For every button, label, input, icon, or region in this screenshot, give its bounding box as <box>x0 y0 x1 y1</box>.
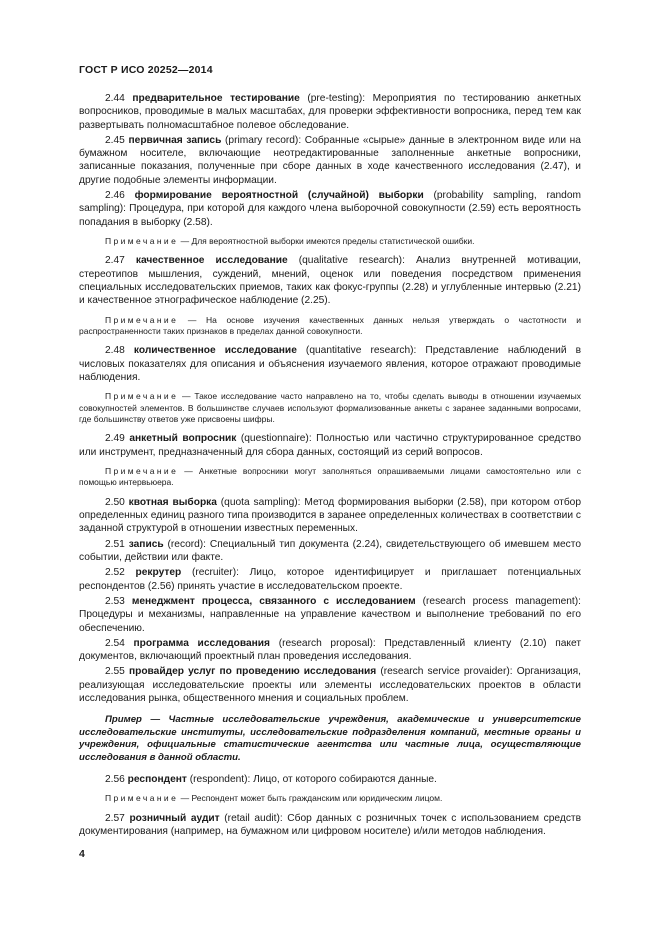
document-body <box>79 92 581 840</box>
note-label: Примечание <box>105 793 179 804</box>
term-entry <box>79 134 581 187</box>
term-number: 2.49 <box>105 433 125 445</box>
term-entry <box>79 538 581 565</box>
term-note <box>79 236 581 247</box>
term-definition: (recruiter): Лицо, которое идентифицирует и приглашает потенциальных респондентов (2.56) принять участие в исследовательском проекте. <box>79 567 581 592</box>
note-text: Такое исследование часто направлено на то, чтобы сделать выводы в отношении изучаемых совокупностей элементов. В большинстве случаев используют формализованные анкеты с заранее заданными вопросами, где большинству ответов уже присвоены шифры. <box>79 391 581 425</box>
term-entry <box>79 344 581 384</box>
term-number: 2.56 <box>105 773 125 785</box>
term-number: 2.46 <box>105 190 125 202</box>
note-text: Респондент может быть гражданским или юридическим лицом. <box>191 793 443 804</box>
term-entry <box>79 812 581 839</box>
note-label: Примечание <box>105 466 179 477</box>
term-entry <box>79 637 581 664</box>
term-number: 2.53 <box>105 595 125 607</box>
term-name: квотная выборка <box>128 496 217 508</box>
term-name: розничный аудит <box>129 812 220 824</box>
term-name: предварительное тестирование <box>132 93 300 104</box>
term-number: 2.55 <box>105 666 125 678</box>
term-note <box>79 391 581 425</box>
note-dash: — <box>184 466 193 477</box>
note-text: На основе изучения качественных данных нельзя утверждать о частотности и распространенности таких признаков в пределах данной совокупности. <box>79 314 581 336</box>
term-entry <box>79 595 581 635</box>
term-entry <box>79 92 581 132</box>
term-name: менеджмент процесса, связанного с исследованием <box>131 595 416 607</box>
term-name: программа исследования <box>133 637 271 649</box>
term-name: количественное исследование <box>133 345 297 357</box>
term-name: провайдер услуг по проведению исследования <box>128 666 377 678</box>
term-definition: (probability sampling, random sampling): Процедура, при которой для каждого члена выборочной совокупности (2.59) есть вероятность попадания в выборку (2.58). <box>79 190 581 228</box>
term-name: рекрутер <box>135 567 182 579</box>
note-label: Примечание <box>105 314 179 325</box>
term-definition: (research proposal): Представленный клиенту (2.10) пакет документов, включающий проектный план проведения исследования. <box>79 637 581 663</box>
term-name: качественное исследование <box>135 255 288 267</box>
note-text: Для вероятностной выборки имеются пределы статистической ошибки. <box>191 235 475 246</box>
term-example: Пример — Частные исследовательские учреждения, академические и университетские исследовательские институты, исследовательские подразделения компаний, местные органы и учреждения, официальные статистические агентства или частные лица, осуществляющие исследования в данной области. <box>79 714 581 763</box>
term-definition: (qualitative research): Анализ внутренней мотивации, стереотипов мышления, суждений, мнений, оценок или поведения посредством применения специальных исследовательских приемов, таких как фокус-группы (2.28) и углубленные интервью (2.21) и качественное этнографическое наблюдение (2.25). <box>79 255 581 307</box>
note-dash: — <box>180 793 190 804</box>
term-number: 2.48 <box>105 345 125 357</box>
term-number: 2.54 <box>105 637 125 649</box>
term-name: формирование вероятностной (случайной) выборки <box>134 190 424 202</box>
term-definition: (questionnaire): Полностью или частично структурированное средство или инструмент, предназначенный для сбора данных, состоящий из серий вопросов. <box>79 433 581 458</box>
term-entry <box>79 189 581 229</box>
term-definition: (retail audit): Сбор данных с розничных точек с использованием средств документирования (например, на бумажном или цифровом носителе) и/или методов наблюдения. <box>79 812 581 837</box>
term-definition: (respondent): Лицо, от которого собираются данные. <box>186 773 437 785</box>
term-definition: (quantitative research): Представление наблюдений в числовых показателях для описания и объяснения изучаемого явления, которое отражают проводимые наблюдения. <box>79 345 581 383</box>
term-number: 2.45 <box>105 134 125 146</box>
term-number: 2.50 <box>105 496 125 508</box>
term-name: запись <box>128 538 164 550</box>
term-entry <box>79 665 581 705</box>
note-label: Примечание <box>105 391 179 402</box>
term-definition: (research process management): Процедуры и механизмы, направленные на управление качеством и выполнение требований по его обеспечению. <box>79 595 581 634</box>
term-note <box>79 315 581 338</box>
term-definition: (primary record): Собранные «сырые» данные в электронном виде или на бумажном носителе, включающие неотредактированные заполненные анкетные вопросники, записанные показания, полученные при сборе данных в ходе качественного исследования (2.47), и другие подобные элементы информации. <box>79 134 581 186</box>
term-definition: (quota sampling): Метод формирования выборки (2.58), при котором отбор определенных единиц разного типа производится в заранее определенных количествах в соответствии с заданной структурой в отношении известных переменных. <box>79 496 581 535</box>
term-entry <box>79 566 581 593</box>
term-number: 2.51 <box>105 538 125 550</box>
page-number: 4 <box>79 848 85 860</box>
document-header: ГОСТ Р ИСО 20252—2014 <box>79 64 213 76</box>
term-definition: (pre-testing): Мероприятия по тестированию анкетных вопросников, проводимые в малых масштабах, для проверки эффективности вопросника, перед тем как развертывать полномасштабное полевое обследование. <box>79 93 581 131</box>
term-definition: (record): Специальный тип документа (2.24), свидетельствующего об имевшем место событии, действии или факте. <box>79 538 581 564</box>
term-number: 2.47 <box>105 255 125 267</box>
note-dash: — <box>180 235 190 246</box>
term-definition: (research service provaider): Организация, реализующая исследовательские проекты или элементы исследовательских проектов в области исследования рынка, общественного мнения и социальных проблем. <box>79 666 581 705</box>
note-dash: — <box>182 391 191 402</box>
term-note <box>79 793 581 804</box>
term-note <box>79 466 581 489</box>
term-name: респондент <box>127 773 187 785</box>
term-number: 2.52 <box>105 567 125 579</box>
term-entry <box>79 773 581 786</box>
term-name: первичная запись <box>128 134 222 146</box>
note-text: Анкетные вопросники могут заполняться опрашиваемыми лицами самостоятельно или с помощью интервьюера. <box>79 466 581 488</box>
term-entry <box>79 432 581 459</box>
note-dash: — <box>187 314 197 325</box>
term-name: анкетный вопросник <box>129 433 237 445</box>
term-number: 2.57 <box>105 812 125 824</box>
term-entry <box>79 254 581 307</box>
term-number: 2.44 <box>105 93 125 104</box>
note-label: Примечание <box>105 235 179 246</box>
term-entry <box>79 496 581 536</box>
